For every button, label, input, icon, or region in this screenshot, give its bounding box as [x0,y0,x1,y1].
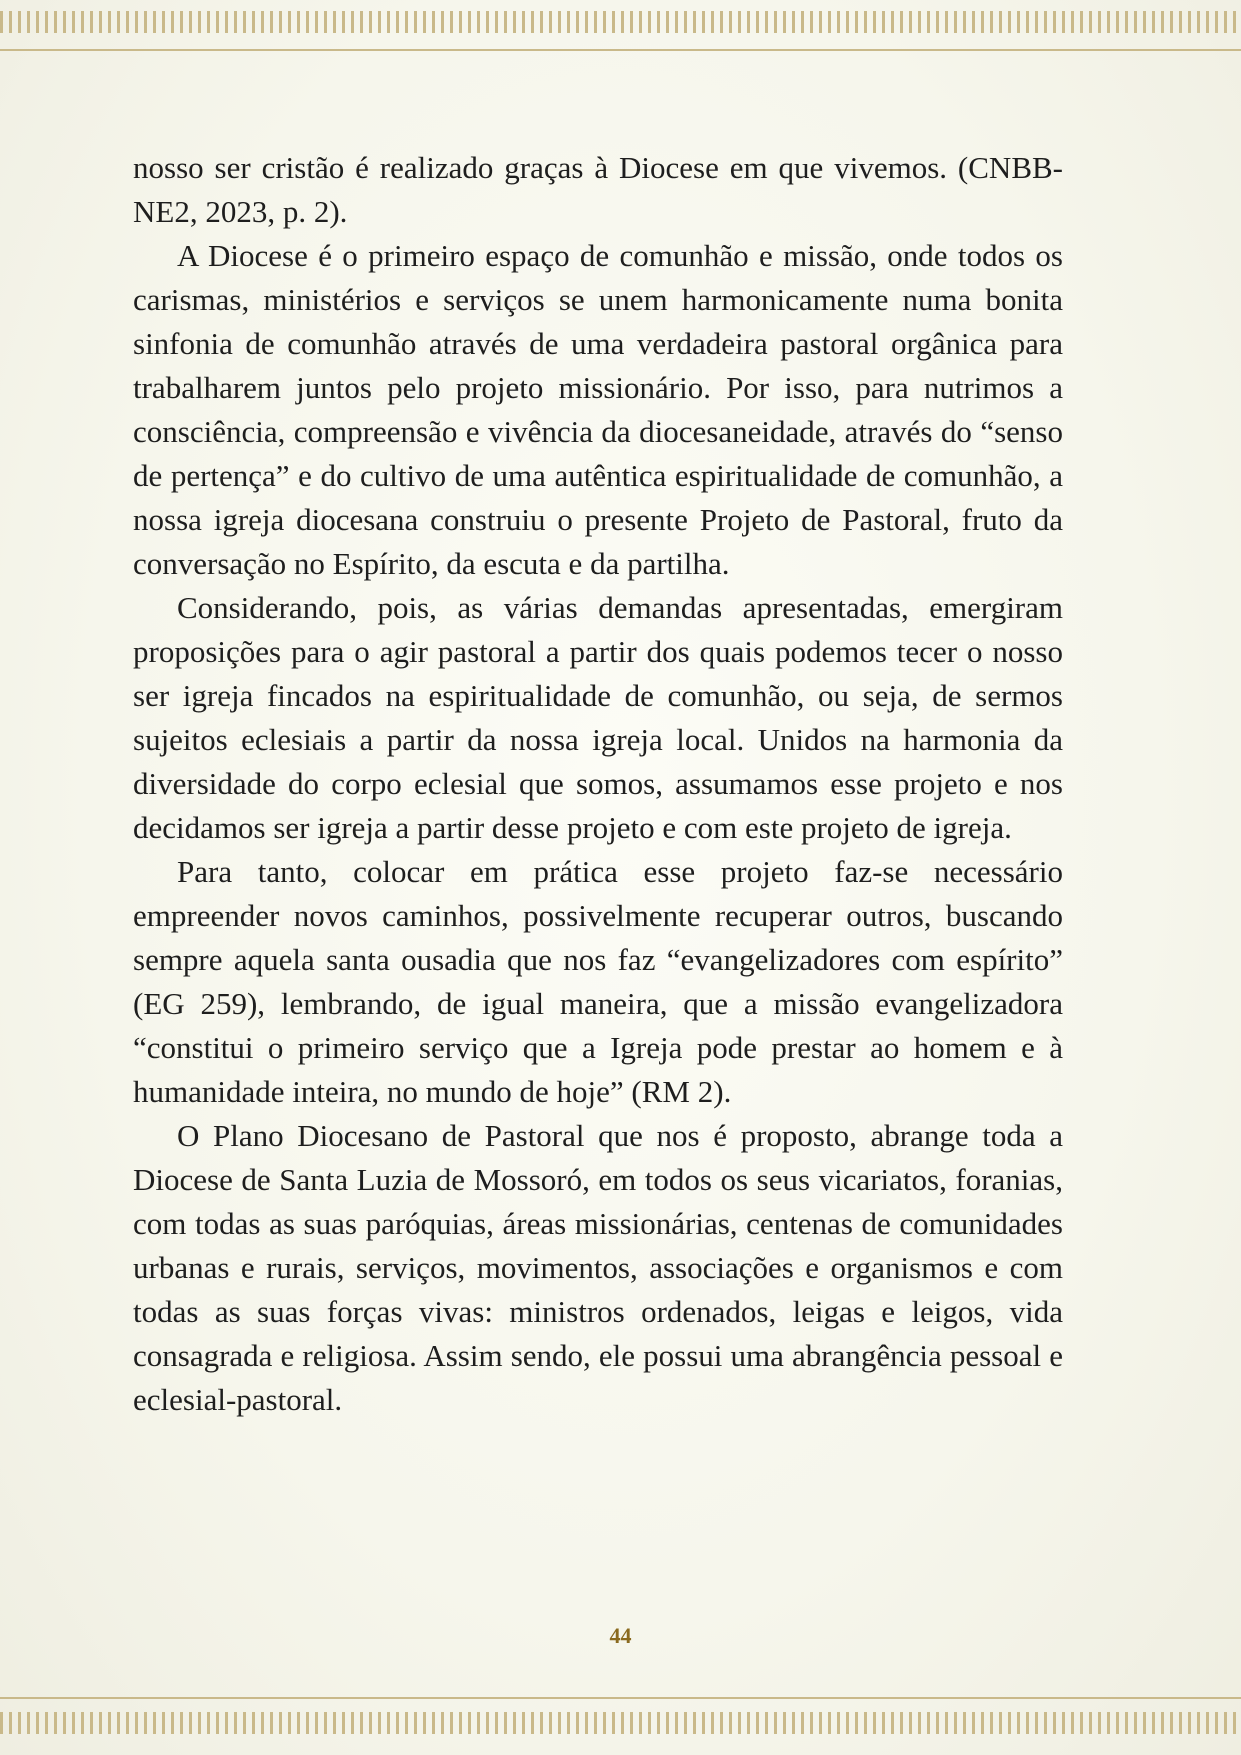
body-text [133,146,1063,1422]
top-decorative-border [0,11,1241,33]
bottom-decorative-border [0,1712,1241,1734]
paragraph: O Plano Diocesano de Pastoral que nos é proposto, abrange toda a Diocese de Santa Luzia de Mossoró, em todos os seus vicariatos, foranias, com todas as suas paróquias, áreas missionárias, centenas de comunidades urbanas e rurais, serviços, movimentos, associações e organismos e com todas as suas forças vivas: ministros ordenados, leigas e leigos, vida consagrada e religiosa. Assim sendo, ele possui uma abrangência pessoal e eclesial-pastoral. [133,1118,1063,1417]
paragraph: Para tanto, colocar em prática esse projeto faz-se necessário empreender novos caminhos, possivelmente recuperar outros, buscando sempre aquela santa ousadia que nos faz “evangelizadores com espírito” (EG 259), lembrando, de igual maneira, que a missão evangelizadora “constitui o primeiro serviço que a Igreja pode prestar ao homem e à humanidade inteira, no mundo de hoje” (RM 2). [133,854,1063,1109]
bottom-border-line [0,1697,1241,1699]
top-border-line [0,49,1241,51]
paragraph: A Diocese é o primeiro espaço de comunhão e missão, onde todos os carismas, ministérios e serviços se unem harmonicamente numa bonita sinfonia de comunhão através de uma verdadeira pastoral orgânica para trabalharem juntos pelo projeto missionário. Por isso, para nutrimos a consciência, compreensão e vivência da diocesaneidade, através do “senso de pertença” e do cultivo de uma autêntica espiritualidade de comunhão, a nossa igreja diocesana construiu o presente Projeto de Pastoral, fruto da conversação no Espírito, da escuta e da partilha. [133,238,1063,581]
paragraph-continuation: nosso ser cristão é realizado graças à Diocese em que vivemos. (CNBB-NE2, 2023, p. 2). [133,150,1063,229]
page-number: 44 [609,1623,632,1648]
paragraph: Considerando, pois, as várias demandas apresentadas, emergiram proposições para o agir pastoral a partir dos quais podemos tecer o nosso ser igreja fincados na espiritualidade de comunhão, ou seja, de sermos sujeitos eclesiais a partir da nossa igreja local. Unidos na harmonia da diversidade do corpo eclesial que somos, assumamos esse projeto e nos decidamos ser igreja a partir desse projeto e com este projeto de igreja. [133,590,1063,845]
